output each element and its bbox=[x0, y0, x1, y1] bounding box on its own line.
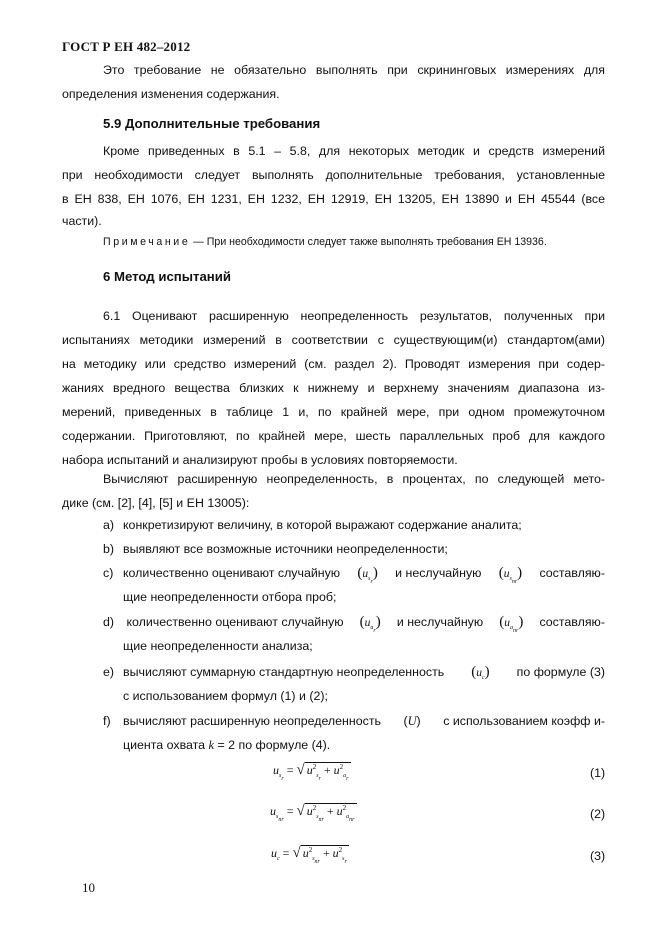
symbol-U: (U) bbox=[403, 714, 421, 728]
method-intro-paragraph bbox=[62, 467, 605, 515]
list-marker: c) bbox=[103, 566, 114, 580]
symbol-u-s-nonrandom: $(u_{s_{nr}})$ bbox=[498, 565, 523, 585]
list-item-text: щие неопределенности отбора проб; bbox=[123, 590, 337, 604]
list-item-text: конкретизируют величину, в которой выражают содержание аналита; bbox=[123, 518, 522, 532]
list-item-text: и неслучайную bbox=[395, 566, 482, 580]
text-line: 6.1 Оценивают расширенную неопределенность результатов, полученных при bbox=[103, 309, 605, 323]
note bbox=[103, 236, 547, 248]
list-item-text: с использованием коэфф и- bbox=[443, 714, 605, 728]
list-item-text: составляю- bbox=[539, 566, 605, 580]
text-line: части). bbox=[62, 214, 102, 228]
text-line: набора испытаний и анализируют пробы в условиях повторяемости. bbox=[62, 453, 458, 467]
text-line: испытаниях методики измерений в соответствии с существующим(и) стандартом(ами) bbox=[62, 333, 605, 347]
section-5-9-paragraph bbox=[62, 139, 605, 231]
formula-3: $u_c$ = √ $u^2_{s_{nr}} + u^2_{s_r}$ bbox=[271, 845, 347, 865]
text-line: дике (см. [2], [4], [5] и ЕН 13005): bbox=[62, 496, 250, 510]
text-line: при необходимости следует выполнять дополнительные требования, установленные bbox=[62, 168, 605, 182]
intro-paragraph bbox=[62, 58, 605, 106]
section-6-1-paragraph bbox=[62, 304, 605, 472]
note-text: — При необходимости следует также выполнять требования ЕН 13936. bbox=[190, 236, 547, 248]
list-marker: b) bbox=[103, 542, 115, 556]
section-6-heading: 6 Метод испытаний bbox=[103, 269, 231, 284]
list-item-text: количественно оценивают случайную bbox=[123, 615, 344, 629]
symbol-u-a-nonrandom: $(u_{a_{nr}})$ bbox=[499, 614, 524, 634]
symbol-u-s-random: $(u_{s_r})$ bbox=[357, 565, 378, 585]
note-label: Примечание bbox=[103, 236, 191, 248]
list-item-text: щие неопределенности анализа; bbox=[123, 639, 313, 653]
list-item-text: количественно оценивают случайную bbox=[123, 566, 341, 580]
list-marker: e) bbox=[103, 665, 115, 679]
text-line: Кроме приведенных в 5.1 – 5.8, для некоторых методик и средств измерений bbox=[103, 144, 605, 158]
list-item-text: с использованием формул (1) и (2); bbox=[123, 689, 328, 703]
page-number: 10 bbox=[82, 880, 95, 895]
text-line: на методику или средство измерений (см. раздел 2). Проводят измерения при содер- bbox=[62, 357, 605, 371]
text-line: жаниях вредного вещества близких к нижнему и верхнему значениям диапазона из- bbox=[62, 381, 605, 395]
text-line: в ЕН 838, ЕН 1076, ЕН 1231, ЕН 1232, ЕН 12919, ЕН 13205, ЕН 13890 и ЕН 45544 (все bbox=[62, 192, 605, 206]
text-line: Вычисляют расширенную неопределенность, в процентах, по следующей мето- bbox=[103, 472, 605, 486]
text-line: мерений, приведенных в таблице 1 и, по крайней мере, при одном промежуточном bbox=[62, 405, 605, 419]
list-marker: d) bbox=[103, 615, 115, 629]
list-marker: a) bbox=[103, 518, 115, 532]
formula-2-number: (2) bbox=[590, 807, 606, 821]
formula-1-number: (1) bbox=[590, 766, 606, 780]
symbol-u-c: $(u_c)$ bbox=[471, 664, 490, 681]
list-item-line bbox=[123, 709, 605, 733]
list-item-text: составляю- bbox=[539, 615, 605, 629]
text-line: Это требование не обязательно выполнять при скрининговых измерениях для bbox=[103, 63, 605, 77]
list-item-text: и неслучайную bbox=[396, 615, 484, 629]
formula-2: $u_{s_{nr}}$ = √ $u^2_{s_{nr}} + u^2_{a_{nr}}$ bbox=[270, 803, 355, 823]
list-item-line bbox=[123, 733, 330, 757]
symbol-u-a-random: $(u_{a_r})$ bbox=[359, 614, 381, 634]
list-item-text: вычисляют расширенную неопределенность bbox=[123, 714, 381, 728]
list-item-text: циента охвата bbox=[123, 738, 206, 752]
text-line: содержании. Приготовляют, по крайней мере, шесть параллельных проб для каждого bbox=[62, 429, 605, 443]
list-item-text: = 2 по формуле (4). bbox=[217, 738, 331, 752]
text-line: определения изменения содержания. bbox=[62, 87, 280, 101]
section-5-9-heading: 5.9 Дополнительные требования bbox=[103, 116, 321, 131]
list-marker: f) bbox=[103, 714, 111, 728]
formula-1: $u_{s_r}$ = √ $u^2_{s_r} + u^2_{a_r}$ bbox=[273, 762, 349, 782]
formula-3-number: (3) bbox=[590, 849, 606, 863]
list-item-text: вычисляют суммарную стандартную неопределенность bbox=[123, 665, 445, 679]
symbol-k: k bbox=[208, 738, 215, 752]
standard-code-header: ГОСТ Р ЕН 482–2012 bbox=[62, 39, 191, 54]
list-item-text: выявляют все возможные источники неопределенности; bbox=[123, 542, 448, 556]
list-item-text: по формуле (3) bbox=[516, 665, 605, 679]
